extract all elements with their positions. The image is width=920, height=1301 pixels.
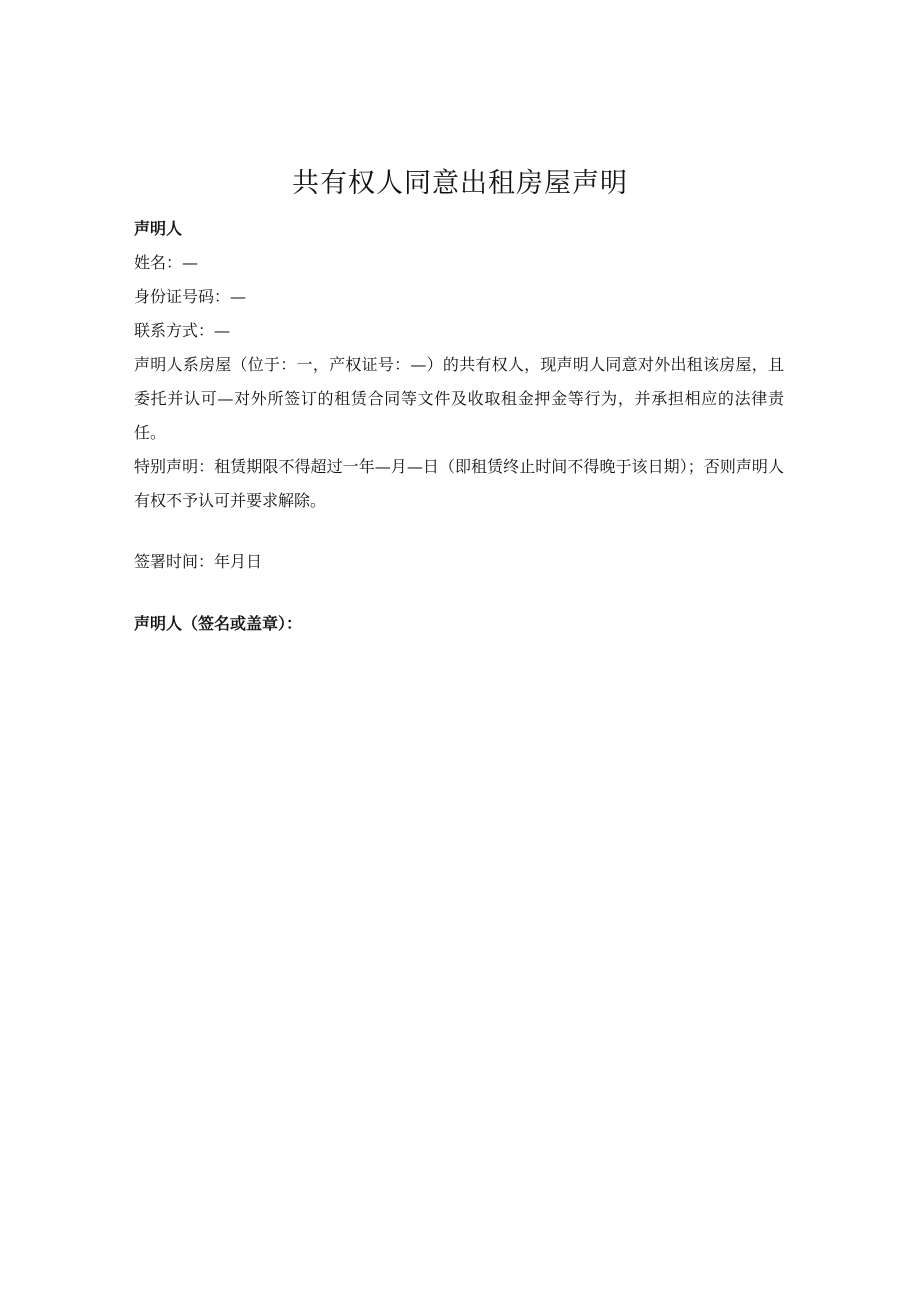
document-title: 共有权人同意出租房屋声明	[292, 168, 628, 199]
section-heading: 声明人	[134, 219, 183, 238]
document-body	[134, 212, 784, 641]
special-statement-paragraph: 特别声明：租赁期限不得超过一年—月—日（即租赁终止时间不得晚于该日期）；否则声明人有权不予认可并要求解除。	[134, 457, 784, 510]
signature-label: 声明人（签名或盖章）：	[134, 614, 303, 633]
contact-line: 联系方式：—	[134, 321, 231, 340]
id-number-line: 身份证号码：—	[134, 287, 247, 306]
main-paragraph: 声明人系房屋（位于：一，产权证号：—）的共有权人，现声明人同意对外出租该房屋，且委托并认可—对外所签订的租赁合同等文件及收取租金押金等行为，并承担相应的法律责任。	[134, 355, 784, 442]
name-line: 姓名：—	[134, 253, 199, 272]
sign-time-line: 签署时间：年月日	[134, 552, 263, 571]
